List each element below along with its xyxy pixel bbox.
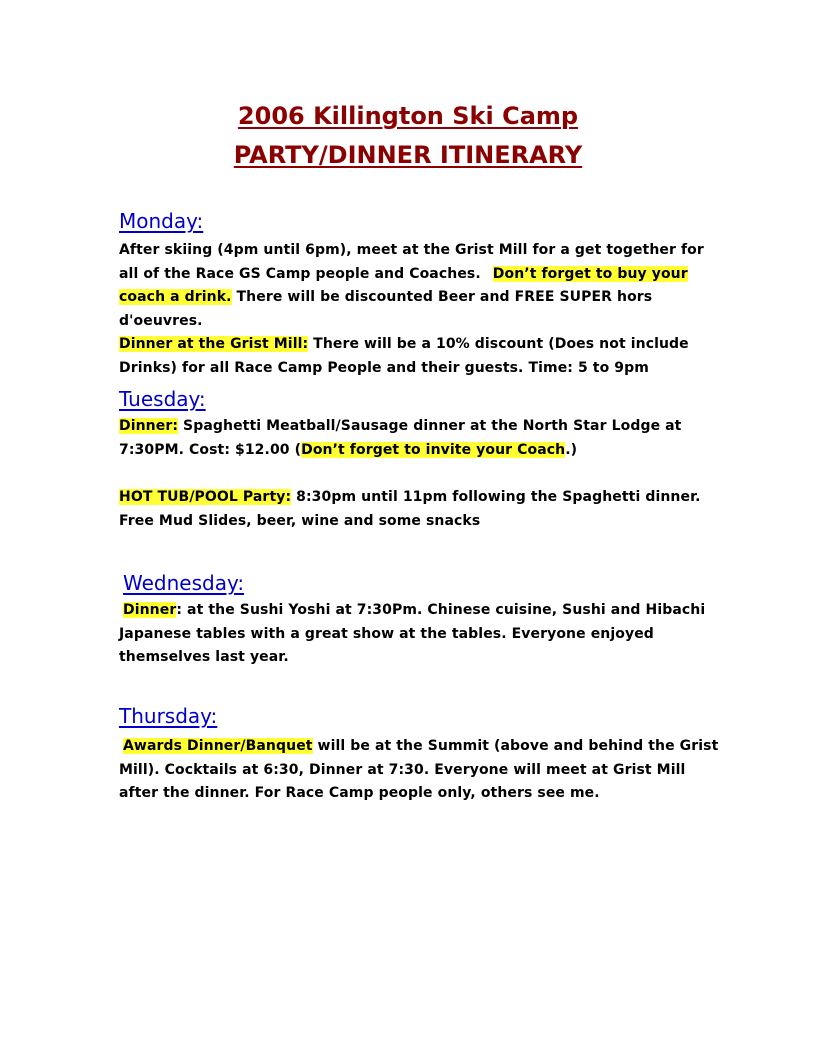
tuesday-text-a: Spaghetti Meatball/Sausage dinner at the North Star Lodge at 7:30PM. Cost: $12.00 ( bbox=[119, 418, 682, 458]
monday-text-a: After skiing (4pm until 6pm), meet at the Grist Mill for a get together for all of the Race GS Camp people and Coaches. bbox=[119, 242, 704, 282]
heading-thursday: Thursday: bbox=[119, 704, 218, 728]
wednesday-text: : at the Sushi Yoshi at 7:30Pm. Chinese cuisine, Sushi and Hibachi Japanese tables with a great show at the tables. Everyone enjoyed themselves last year. bbox=[119, 602, 706, 665]
section-tuesday bbox=[119, 386, 719, 533]
monday-highlight-dinner: Dinner at the Grist Mill: bbox=[119, 336, 309, 352]
tuesday-highlight-dinner: Dinner: bbox=[119, 418, 179, 434]
heading-tuesday: Tuesday: bbox=[119, 387, 206, 411]
section-wednesday-body bbox=[119, 599, 719, 670]
heading-monday: Monday: bbox=[119, 209, 204, 233]
document-title: 2006 Killington Ski Camp bbox=[237, 102, 579, 130]
section-wednesday bbox=[123, 570, 723, 596]
monday-paragraph-2 bbox=[119, 333, 719, 380]
tuesday-text-b: .) bbox=[565, 441, 578, 458]
heading-wednesday: Wednesday: bbox=[123, 571, 245, 595]
monday-paragraph-1 bbox=[119, 239, 719, 333]
monday-dinner-text: There will be a 10% discount (Does not include Drinks) for all Race Camp People and their guests. Time: 5 to 9pm bbox=[119, 336, 689, 376]
thursday-highlight-awards: Awards Dinner/Banquet bbox=[123, 738, 313, 754]
tuesday-party-text: 8:30pm until 11pm following the Spaghetti dinner. Free Mud Slides, beer, wine and some snacks bbox=[119, 489, 701, 529]
thursday-text: will be at the Summit (above and behind the Grist Mill). Cocktails at 6:30, Dinner at 7:30. Everyone will meet at Grist Mill after the dinner. For Race Camp people only, others see me. bbox=[119, 738, 719, 801]
tuesday-highlight-hot-tub: HOT TUB/POOL Party: bbox=[119, 489, 292, 505]
wednesday-paragraph-1 bbox=[119, 599, 719, 670]
tuesday-paragraph-1 bbox=[119, 415, 719, 462]
monday-text-b: There will be discounted Beer and FREE SUPER hors d'oeuvres. bbox=[119, 289, 653, 329]
thursday-paragraph-1 bbox=[119, 735, 719, 806]
wednesday-highlight-dinner: Dinner bbox=[123, 602, 177, 618]
section-thursday bbox=[119, 703, 719, 806]
monday-highlight-coach-drink: Don’t forget to buy your coach a drink. bbox=[119, 265, 688, 305]
tuesday-paragraph-2 bbox=[119, 486, 719, 533]
document-subtitle: PARTY/DINNER ITINERARY bbox=[233, 141, 583, 169]
tuesday-highlight-coach: Don’t forget to invite your Coach bbox=[301, 441, 566, 458]
section-monday bbox=[119, 208, 719, 380]
